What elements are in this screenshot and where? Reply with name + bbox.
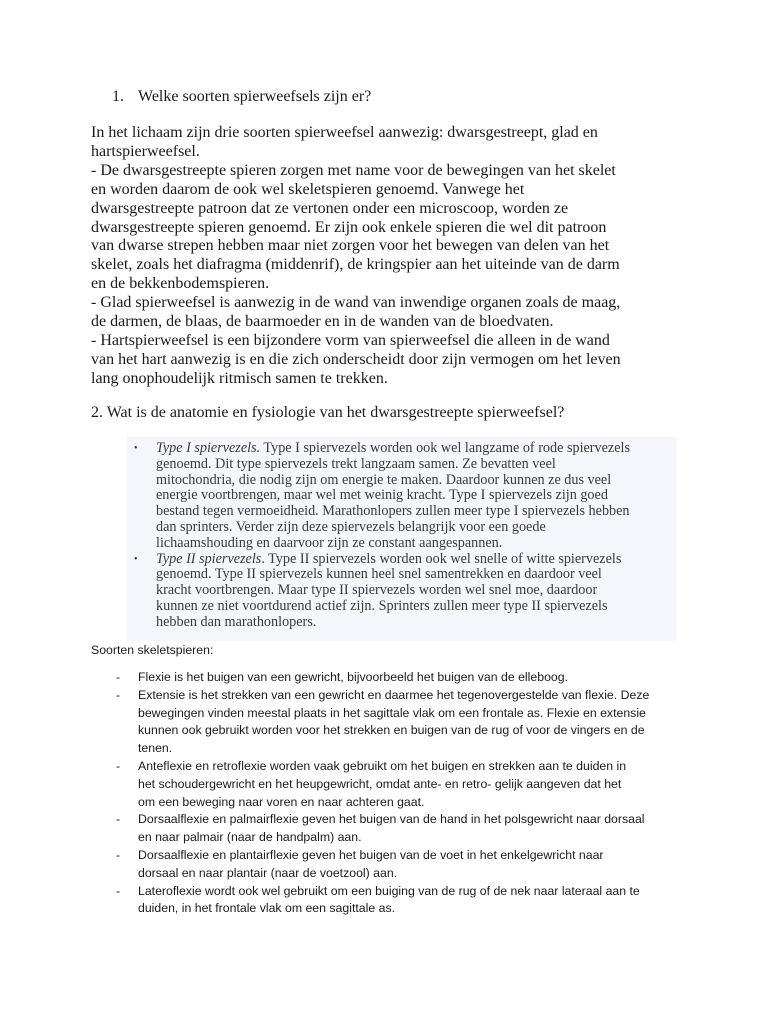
list-item-line: het schoudergewricht en het heupgewricht, omdat ante- en retro- gelijk aangeven dat het [138, 776, 622, 791]
type-1-line: lichaamshouding en daarvoor zijn ze constant aangespannen. [156, 534, 503, 551]
list-item-line: Lateroflexie wordt ook wel gebruikt om een buiging van de rug of de nek naar lateraal aan te [138, 883, 640, 898]
list-item-line: Dorsaalflexie en palmairflexie geven het buigen van de hand in het polsgewricht naar dorsaal [138, 812, 645, 827]
answer-1-line: hartspierweefsel. [91, 142, 200, 160]
list-item-line: en naar palmair (naar de handpalm) aan. [138, 830, 362, 845]
list-item-line: kunnen ook gebruikt worden voor het strekken en buigen van de rug of voor de vingers en de [138, 723, 645, 738]
type-2-line: genoemd. Type II spiervezels kunnen heel snel samentrekken en daardoor veel [156, 566, 602, 583]
answer-1-line: van dwarse strepen hebben maar niet zorgen voor het bewegen van delen van het [91, 237, 610, 255]
list-item [116, 883, 696, 919]
answer-1-line: - Glad spierweefsel is aanwezig in de wand van inwendige organen zoals de maag, [91, 294, 621, 312]
list-item-line: Extensie is het strekken van een gewricht en daarmee het tegenovergestelde van flexie. Deze [138, 687, 650, 702]
answer-1-line: de darmen, de blaas, de baarmoeder en in de wanden van de bloedvaten. [91, 313, 554, 331]
dash-icon: - [116, 670, 121, 684]
question-1-heading [112, 87, 371, 107]
skeletal-muscles-title: Soorten skeletspieren: [91, 643, 214, 657]
answer-1-line: en de bekkenbodemspieren. [91, 275, 270, 293]
list-item-line: dorsaal en naar plantair (naar de voetzool) aan. [138, 865, 398, 880]
list-item [116, 811, 696, 847]
list-item [116, 669, 696, 687]
type-1-line: dan sprinters. Verder zijn deze spiervezels belangrijk voor een goede [156, 518, 546, 535]
dash-icon: - [116, 847, 121, 862]
bullet-icon: • [134, 443, 138, 454]
list-item [116, 847, 696, 883]
answer-1-line: dwarsgestreepte patroon dat ze vertonen onder een microscoop, worden ze [91, 199, 569, 217]
type-2-title: Type II spiervezels [156, 550, 262, 567]
type-2-line: kracht voortbrengen. Maar type II spiervezels worden wel snel moe, daardoor [156, 582, 598, 599]
list-item-line: Dorsaalflexie en plantairflexie geven het buigen van de voet in het enkelgewricht naar [138, 847, 604, 862]
type-1-line: genoemd. Dit type spiervezels trekt langzaam samen. Ze bevatten veel [156, 455, 556, 472]
question-2-heading: 2. Wat is de anatomie en fysiologie van het dwarsgestreepte spierweefsel? [91, 404, 565, 421]
list-item-line: om een beweging naar voren en naar achteren gaat. [138, 794, 425, 809]
type-2-line: kunnen ze niet voortdurend actief zijn. Sprinters zullen meer type II spiervezels [156, 597, 608, 614]
dash-icon: - [116, 812, 121, 827]
skeletal-movements-list [116, 669, 696, 918]
list-item-line: duiden, in het frontale vlak om een sagittale as. [138, 901, 396, 916]
type-1-item [134, 440, 630, 552]
answer-1-line: dwarsgestreepte spieren genoemd. Er zijn ook enkele spieren die wel dit patroon [91, 218, 607, 236]
list-item-line: tenen. [138, 741, 173, 756]
dash-icon: - [116, 687, 121, 702]
list-item-line: bewegingen vinden meestal plaats in het sagittale vlak om een frontale as. Flexie en extensie [138, 705, 646, 720]
answer-1-line: - De dwarsgestreepte spieren zorgen met name voor de bewegingen van het skelet [91, 161, 616, 179]
list-item [116, 687, 696, 758]
question-1-number: 1. [112, 88, 124, 105]
type-1-title: Type I spiervezels. [156, 440, 261, 456]
fiber-types-box [127, 437, 677, 641]
question-1-text: Welke soorten spierweefsels zijn er? [138, 88, 372, 105]
answer-1-line: skelet, zoals het diafragma (middenrif), de kringspier aan het uiteinde van de darm [91, 256, 620, 274]
type-2-item [134, 550, 630, 631]
type-1-first-line: Type I spiervezels worden ook wel langzame of rode spiervezels [260, 440, 630, 456]
answer-1-line: en worden daarom de ook wel skeletspieren genoemd. Vanwege het [91, 180, 525, 198]
answer-1-line: lang onophoudelijk ritmisch samen te trekken. [91, 369, 388, 387]
bullet-icon: • [134, 553, 138, 565]
list-item-line: Flexie is het buigen van een gewricht, bijvoorbeeld het buigen van de elleboog. [138, 670, 569, 684]
answer-1-line: van het hart aanwezig is en die zich onderscheidt door zijn vermogen om het leven [91, 350, 621, 368]
type-1-line: mitochondria, die nodig zijn om energie te maken. Daardoor kunnen ze dus veel [156, 471, 612, 488]
type-1-line: bestand tegen vermoeidheid. Marathonlopers zullen meer type I spiervezels hebben [156, 503, 630, 520]
fiber-types-list [134, 440, 630, 631]
type-2-first-line: . Type II spiervezels worden ook wel snelle of witte spiervezels [261, 550, 622, 567]
dash-icon: - [116, 758, 121, 773]
answer-1-line: - Hartspierweefsel is een bijzondere vorm van spierweefsel die alleen in de wand [91, 331, 610, 349]
list-item [116, 758, 696, 811]
type-1-line: energie voortbrengen, maar wel met weinig kracht. Type I spiervezels zijn goed [156, 487, 608, 504]
type-2-line: hebben dan marathonlopers. [156, 613, 317, 630]
answer-1-line: In het lichaam zijn drie soorten spierweefsel aanwezig: dwarsgestreept, glad en [91, 124, 598, 141]
answer-1-paragraph [91, 124, 691, 389]
list-item-line: Anteflexie en retroflexie worden vaak gebruikt om het buigen en strekken aan te duiden in [138, 758, 627, 773]
dash-icon: - [116, 883, 121, 898]
